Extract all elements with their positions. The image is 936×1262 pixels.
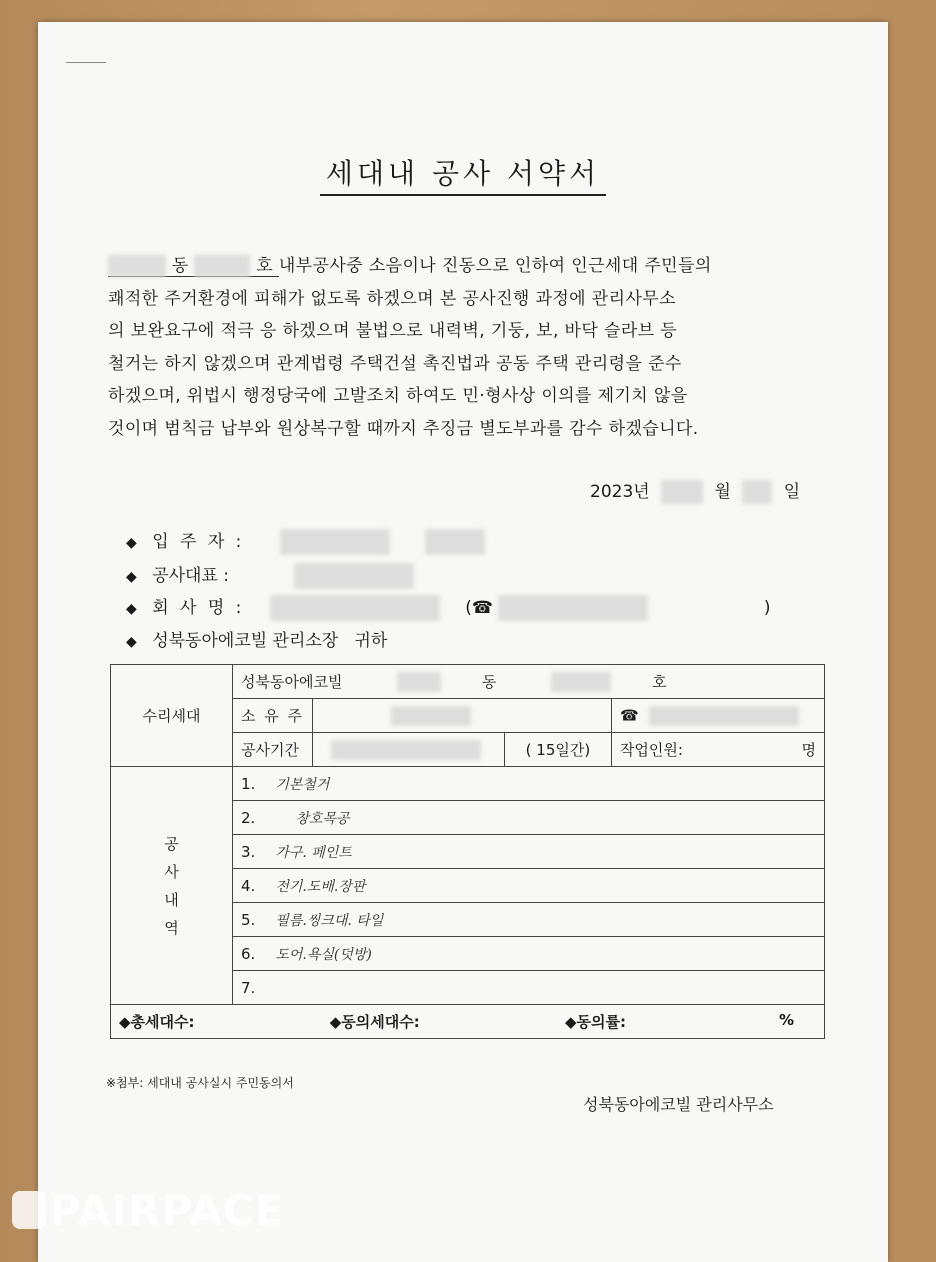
redacted-ho-number <box>551 672 611 692</box>
redacted-dong-number <box>397 672 441 692</box>
work-item-7: 7. <box>233 971 825 1005</box>
unit-underline: 동 호 <box>108 256 279 277</box>
redacted-period <box>331 740 481 760</box>
addressee-line: ◆ 성북동아에코빌 관리소장 귀하 <box>126 631 388 651</box>
redacted-contractor-rep <box>294 563 414 589</box>
work-item-6: 6. 도어.욕실(덧방) <box>233 937 825 971</box>
phone-icon: ☎ <box>619 706 639 724</box>
attachment-note: ※첨부: 세대내 공사실시 주민동의서 <box>106 1076 294 1090</box>
period-label: 공사기간 <box>233 733 313 767</box>
redacted-company-phone <box>498 595 648 621</box>
watermark: PAIRPACE <box>12 1186 284 1235</box>
company-name-line: ◆ 회 사 명 : (☎ ) <box>126 593 770 621</box>
redacted-day <box>742 480 772 504</box>
contractor-rep-signature-line: ◆ 공사대표 : <box>126 561 414 589</box>
unit-address-cell: 성북동아에코빌 동 호 <box>233 665 825 699</box>
paragraph-line-6: 것이며 범칙금 납부와 원상복구할 때까지 추징금 별도부과를 감수 하겠습니다. <box>108 418 699 439</box>
work-item-4: 4. 전기.도배.장판 <box>233 869 825 903</box>
redacted-dong <box>108 255 166 277</box>
period-days: ( 15일간) <box>504 733 611 767</box>
redacted-company <box>270 595 440 621</box>
repair-unit-label: 수리세대 <box>111 665 233 767</box>
resident-signature-line: ◆ 입 주 자 : <box>126 527 485 555</box>
owner-phone-cell <box>611 699 824 733</box>
paragraph-line-3: 의 보완요구에 적극 응 하겠으며 불법으로 내력벽, 기둥, 보, 바닥 슬라브 등 <box>108 321 678 341</box>
issuer-name: 성북동아에코빌 관리사무소 <box>583 1095 774 1114</box>
period-dates-cell <box>313 733 505 767</box>
redacted-resident-sign <box>425 529 485 555</box>
redacted-owner <box>391 706 471 726</box>
watermark-logo-icon <box>12 1191 46 1229</box>
owner-label: 소 유 주 <box>233 699 313 733</box>
redacted-owner-phone <box>649 706 799 726</box>
owner-name-cell <box>313 699 612 733</box>
work-item-1: 1. 기본철거 <box>233 767 825 801</box>
work-content-label: 공 사 내 역 <box>111 767 233 1005</box>
document-title: 세대내 공사 서약서 <box>38 152 888 192</box>
document-page <box>38 22 888 1262</box>
workers-cell: 작업인원: 명 <box>611 733 824 767</box>
pledge-paragraph <box>108 250 830 445</box>
work-item-2: 2. 창호목공 <box>233 801 825 835</box>
diamond-icon: ◆ <box>126 535 137 551</box>
redacted-ho <box>194 255 250 277</box>
corner-mark <box>66 62 106 63</box>
redacted-month <box>661 480 703 504</box>
diamond-icon: ◆ <box>126 569 137 585</box>
work-item-5: 5. 필름.씽크대. 타일 <box>233 903 825 937</box>
redacted-resident <box>280 529 390 555</box>
paragraph-line-4: 철거는 하지 않겠으며 관계법령 주택건설 촉진법과 공동 주택 관리령을 준수 <box>108 353 682 374</box>
work-item-3: 3. 가구. 페인트 <box>233 835 825 869</box>
work-details-table <box>110 664 825 1039</box>
diamond-icon: ◆ <box>126 634 137 650</box>
paragraph-line-2: 쾌적한 주거환경에 피해가 없도록 하겠으며 본 공사진행 과정에 관리사무소 <box>108 288 676 309</box>
date-line: 2023년 월 일 <box>590 482 801 502</box>
consent-summary-row: ◆총세대수: ◆동의세대수: ◆동의률: % <box>111 1005 825 1039</box>
paragraph-line-5: 하겠으며, 위법시 행정당국에 고발조치 하여도 민·형사상 이의를 제기치 않을 <box>108 386 688 406</box>
diamond-icon: ◆ <box>126 601 137 617</box>
paragraph-line-1: 동 호 내부공사중 소음이나 진동으로 인하여 인근세대 주민들의 <box>108 250 830 283</box>
